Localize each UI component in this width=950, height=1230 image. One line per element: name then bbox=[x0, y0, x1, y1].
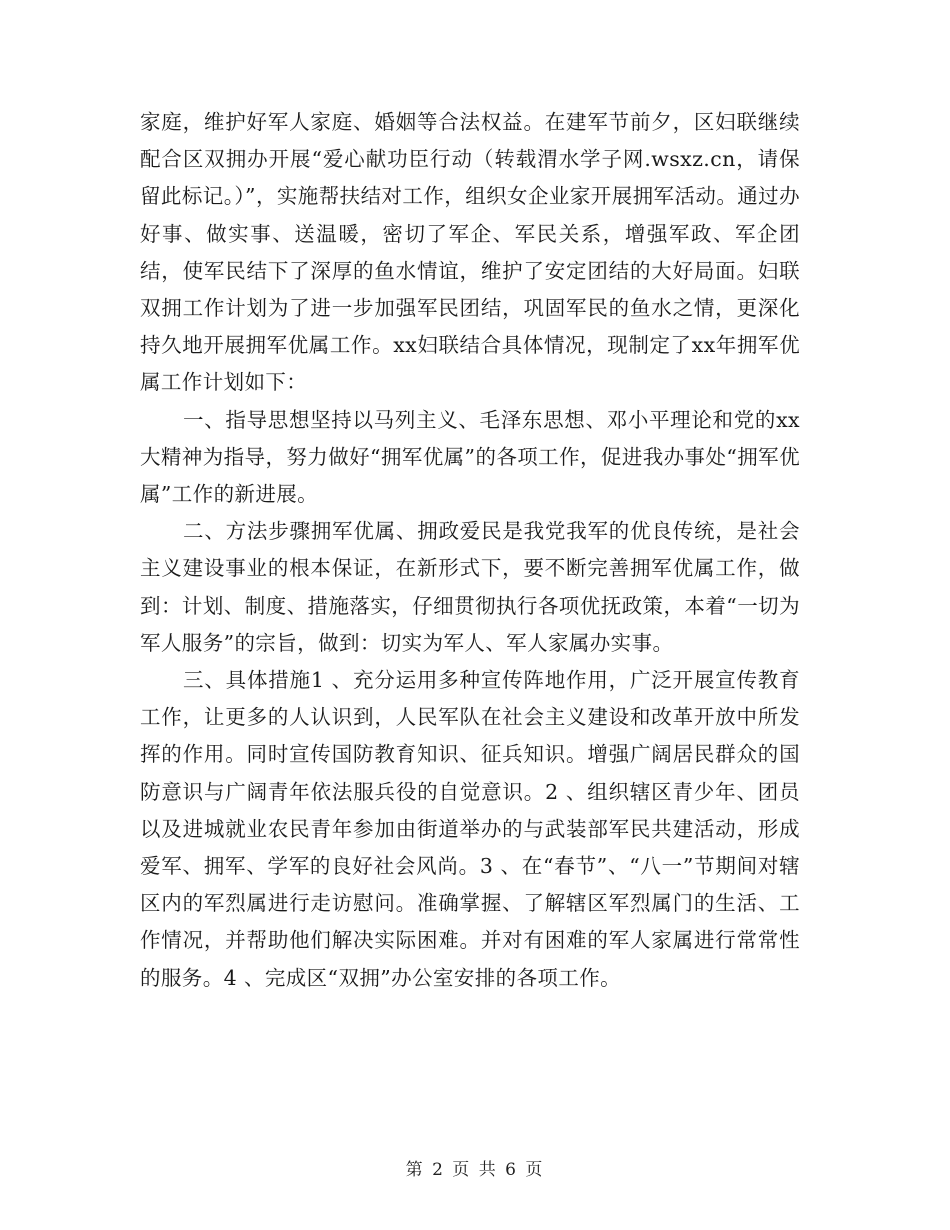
page-number-footer: 第 2 页 共 6 页 bbox=[405, 1160, 545, 1180]
document-body bbox=[140, 104, 800, 997]
paragraph-specific-measures: 三、具体措施1 、充分运用多种宣传阵地作用，广泛开展宣传教育工作，让更多的人认识到，人民军队在社会主义建设和改革开放中所发挥的作用。同时宣传国防教育知识、征兵知识。增强广阔居民群众的国防意识与广阔青年依法服兵役的自觉意识。2 、组织辖区青少年、团员以及进城就业农民青年参加由街道举办的与武装部军民共建活动，形成爱军、拥军、学军的良好社会风尚。3 、在“春节”、“八一”节期间对辖区内的军烈属进行走访慰问。准确掌握、了解辖区军烈属门的生活、工作情况，并帮助他们解决实际困难。并对有困难的军人家属进行常常性的服务。4 、完成区“双拥”办公室安排的各项工作。 bbox=[140, 668, 800, 990]
paragraph-continuation: 家庭，维护好军人家庭、婚姻等合法权益。在建军节前夕，区妇联继续配合区双拥办开展“爱心献功臣行动（转载渭水学子网.wsxz.cn，请保留此标记。）”，实施帮扶结对工作，组织女企业家开展拥军活动。通过办好事、做实事、送温暖，密切了军企、军民关系，增强军政、军企团结，使军民结下了深厚的鱼水情谊，维护了安定团结的大好局面。妇联双拥工作计划为了进一步加强军民团结，巩固军民的鱼水之情，更深化持久地开展拥军优属工作。xx妇联结合具体情况，现制定了xx年拥军优属工作计划如下： bbox=[140, 110, 800, 395]
paragraph-guiding-ideology: 一、指导思想坚持以马列主义、毛泽东思想、邓小平理论和党的xx大精神为指导，努力做好“拥军优属”的各项工作，促进我办事处“拥军优属”工作的新进展。 bbox=[140, 407, 800, 507]
paragraph-method-steps: 二、方法步骤拥军优属、拥政爱民是我党我军的优良传统，是社会主义建设事业的根本保证，在新形式下，要不断完善拥军优属工作，做到：计划、制度、措施落实，仔细贯彻执行各项优抚政策，本着“一切为军人服务”的宗旨，做到：切实为军人、军人家属办实事。 bbox=[140, 519, 800, 655]
